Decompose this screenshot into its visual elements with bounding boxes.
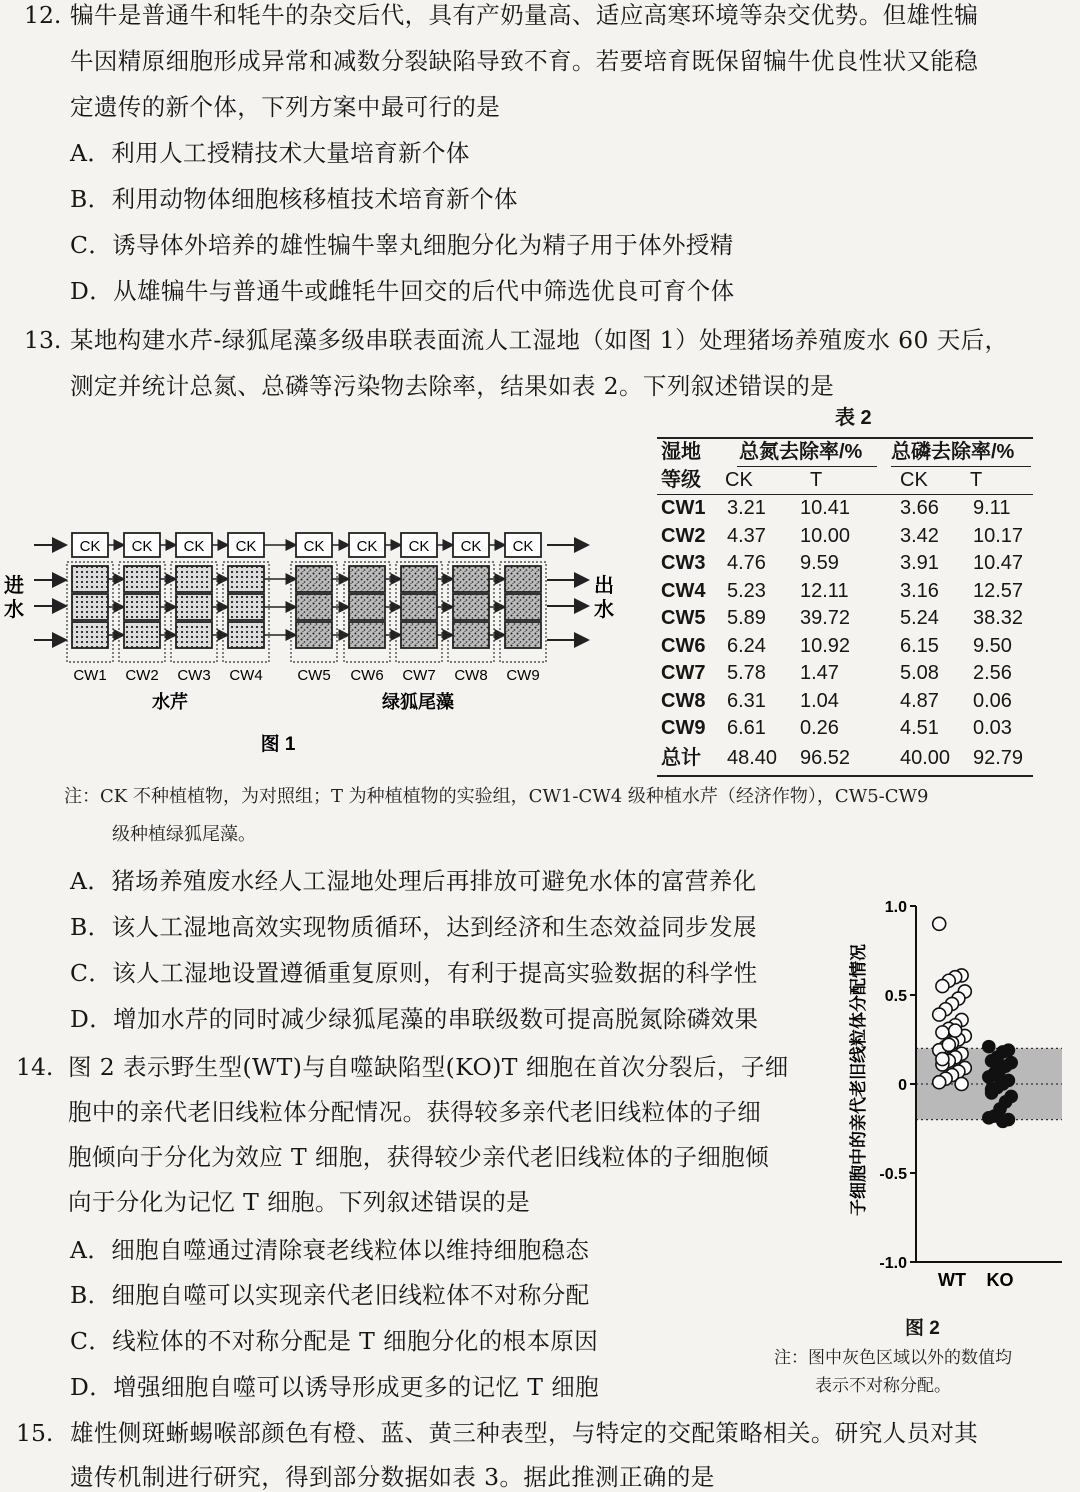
q14-option-a[interactable]: A．细胞自噬通过清除衰老线粒体以维持细胞稳态 [70,1236,590,1264]
q13-stem-line-1: 某地构建水芹-绿狐尾藻多级串联表面流人工湿地（如图 1）处理猪场养殖废水 60 天后， [70,326,1009,354]
chart-y-tick-label: 1.0 [884,899,907,916]
figure1-plant-box [453,622,489,648]
figure2-note-line-1: 注：图中灰色区域以外的数值均 [774,1348,1012,1368]
chart-point-ko [983,1112,995,1124]
q12-option-b[interactable]: B．利用动物体细胞核移植技术培育新个体 [70,185,518,213]
chart-y-tick-label: 0 [898,1077,907,1094]
q13-option-d[interactable]: D．增加水芹的同时减少绿狐尾藻的串联级数可提高脱氮除磷效果 [70,1005,759,1033]
table2-cell: 4.51 [900,717,939,739]
q12-stem-line-3: 定遗传的新个体，下列方案中最可行的是 [70,93,501,121]
figure1-plant-box [505,566,541,592]
table2-cell: 96.52 [800,746,851,769]
figure1-plant-box [505,622,541,648]
table2-cell: CW5 [661,607,706,629]
table2-cell: 3.42 [900,524,939,547]
table2-cell: 1.04 [800,689,839,712]
figure1-outlet-label-2: 水 [594,599,614,621]
table2-cell: 3.66 [900,497,939,519]
figure1-plant-box [228,622,264,648]
table2-cell: CW6 [661,634,706,657]
figure1-plant-box [296,566,332,592]
figure1-plant-box [176,622,212,648]
chart-y-tick-label: -0.5 [879,1166,907,1183]
figure1-caption: 图 1 [260,734,296,755]
q14-stem-line-2: 胞中的亲代老旧线粒体分配情况。获得较多亲代老旧线粒体的子细 [68,1098,762,1126]
table2-cell: 4.76 [727,552,766,574]
table2-cell: 9.59 [800,552,839,574]
q13-option-c[interactable]: C．该人工湿地设置遵循重复原则，有利于提高实验数据的科学性 [70,959,758,987]
figure1-stage-label: CW2 [125,667,159,684]
figure1-plant-box [124,622,160,648]
table2-cell: 48.40 [727,746,778,769]
figure1-plant-box [296,594,332,620]
table2-cell: 5.23 [727,579,766,602]
chart-point-wt [933,1008,946,1021]
q12-stem-line-2: 牛因精原细胞形成异常和减数分裂缺陷导致不育。若要培育既保留犏牛优良性状又能稳 [70,47,979,75]
figure2-chart [840,890,1070,1290]
table2 [655,405,1035,780]
table2-header-phosphorus: 总磷去除率/% [891,441,1015,463]
figure1-plant-box [401,566,437,592]
table2-cell: CW3 [661,552,706,574]
figure1-plant-box [72,594,108,620]
figure1-stage-label: CW9 [506,667,540,684]
chart-y-tick-label: -1.0 [879,1255,907,1272]
table2-header-t1: T [810,469,823,491]
q15-number: 15. [16,1419,54,1447]
table2-cell: 92.79 [973,746,1024,769]
table2-cell: 10.92 [800,634,851,657]
table2-title: 表 2 [835,407,872,429]
chart-point-wt [936,1053,949,1066]
table2-cell: 10.41 [800,497,851,519]
q14-option-c[interactable]: C．线粒体的不对称分配是 T 细胞分化的根本原因 [70,1327,599,1355]
q14-option-d[interactable]: D．增强细胞自噬可以诱导形成更多的记忆 T 细胞 [70,1373,600,1401]
chart-point-ko [986,1083,998,1095]
figure1-wetland-diagram [0,500,640,780]
figure1-plant-box [296,622,332,648]
figure1-group-label-shuiqin: 水芹 [152,692,188,712]
figure1-boxes [34,533,588,684]
q12-number: 12. [24,1,62,29]
figure1-ck-label: CK [235,538,257,555]
figure1-plant-box [349,594,385,620]
q13-option-a[interactable]: A．猪场养殖废水经人工湿地处理后再排放可避免水体的富营养化 [70,867,757,895]
figure1-stage-label: CW6 [350,667,384,684]
table2-cell: CW1 [661,497,706,519]
figure1-plant-box [176,594,212,620]
table2-cell: 12.11 [800,579,849,602]
figure1-stage-label: CW5 [297,667,331,684]
chart-point-wt [933,1076,946,1089]
q13-stem-line-2: 测定并统计总氮、总磷等污染物去除率，结果如表 2。下列叙述错误的是 [70,372,835,400]
q14-stem-line-4: 向于分化为记忆 T 细胞。下列叙述错误的是 [68,1188,531,1216]
figure1-stage-label: CW7 [402,667,436,684]
chart-point-ko [997,1115,1009,1127]
chart-point-ko [983,1041,995,1053]
figure1-plant-box [453,594,489,620]
table2-cell: 5.78 [727,662,766,684]
figure1-plant-box [401,622,437,648]
table2-header-wetland: 湿地 [661,441,701,463]
chart-point-wt [936,1026,949,1039]
figure1-plant-box [228,566,264,592]
figure1-ck-label: CK [512,538,534,555]
figure1-outlet-label-1: 出 [594,575,614,597]
q15-stem-line-2: 遗传机制进行研究，得到部分数据如表 3。据此推测正确的是 [70,1463,715,1491]
figure1-stage-label: CW1 [73,667,107,684]
table2-cell: 3.16 [900,579,939,602]
q13-number: 13. [24,326,62,354]
table2-cell: 3.91 [900,552,939,574]
figure1-ck-label: CK [356,538,378,555]
table2-cell: 38.32 [973,607,1024,629]
table2-subrule-n [737,466,877,467]
chart-y-tick-label: 0.5 [884,988,907,1005]
figure1-inlet-label-1: 进 [4,575,24,597]
table2-cell: 0.26 [800,717,839,739]
figure1-ck-label: CK [183,538,205,555]
figure1-plant-box [228,594,264,620]
table2-bottom-rule [657,775,1033,777]
figure1-stage-label: CW4 [229,667,263,684]
table2-cell: 10.47 [973,552,1024,574]
table2-cell: 4.37 [727,524,766,547]
table2-cell: 10.17 [973,524,1024,547]
table2-cell: 4.87 [900,689,939,712]
table2-cell: 9.11 [973,497,1011,519]
table2-cell: 40.00 [900,746,951,769]
table2-header-grade: 等级 [661,469,701,491]
table2-header-ck2: CK [900,469,928,491]
figure1-plant-box [72,566,108,592]
q13-note-line-1: 注：CK 不种植植物，为对照组；T 为种植植物的实验组，CW1-CW4 级种植水芹（经济作物），CW5-CW9 [64,786,929,807]
chart-point-wt [955,1078,968,1091]
table2-cell: 5.89 [727,607,766,629]
chart-point-wt [942,1038,955,1051]
table2-cell: CW9 [661,717,706,739]
figure1-plant-box [401,594,437,620]
table2-cell: CW7 [661,662,706,684]
table2-cell: 10.00 [800,524,851,547]
q14-option-b[interactable]: B．细胞自噬可以实现亲代老旧线粒体不对称分配 [70,1281,590,1309]
figure1-plant-box [176,566,212,592]
table2-cell: 39.72 [800,607,851,629]
figure2-caption: 图 2 [905,1318,940,1339]
table2-header-ck1: CK [725,469,753,491]
table2-cell: 5.08 [900,662,939,684]
table2-cell: 12.57 [973,579,1024,602]
table2-cell: CW8 [661,689,706,712]
figure1-inlet-label-2: 水 [4,599,24,621]
figure1-ck-label: CK [131,538,153,555]
figure1-stage-label: CW8 [454,667,488,684]
q12-option-d[interactable]: D．从雄犏牛与普通牛或雌牦牛回交的后代中筛选优良可育个体 [70,277,735,305]
table2-cell: 6.15 [900,634,939,657]
table2-cell: 0.06 [973,689,1012,712]
chart-y-axis-label: 子细胞中的亲代老旧线粒体分配情况 [849,944,868,1216]
chart-point-wt [933,917,946,930]
q14-stem-line-3: 胞倾向于分化为效应 T 细胞，获得较少亲代老旧线粒体的子细胞倾 [68,1143,770,1171]
table2-cell: 总计 [661,746,701,769]
q14-stem-line-1: 图 2 表示野生型(WT)与自噬缺陷型(KO)T 细胞在首次分裂后，子细 [68,1053,789,1081]
table2-cell: 9.50 [973,634,1012,657]
q12-option-a[interactable]: A．利用人工授精技术大量培育新个体 [70,139,470,167]
table2-cell: 5.24 [900,607,939,629]
table2-cell: CW4 [661,579,706,602]
chart-point-ko [991,1069,1003,1081]
table2-cell: CW2 [661,524,706,547]
table2-cell: 0.03 [973,717,1012,739]
chart-point-wt [936,980,949,993]
figure1-ck-label: CK [79,538,101,555]
figure1-stage-label: CW3 [177,667,211,684]
table2-cell: 6.31 [727,689,766,712]
table2-cell: 6.24 [727,634,766,657]
q14-number: 14. [16,1053,54,1081]
figure1-plant-box [505,594,541,620]
figure2-note-line-2: 表示不对称分配。 [815,1376,951,1396]
chart-x-tick-label: KO [986,1270,1014,1290]
chart-x-tick-label: WT [938,1270,966,1290]
q13-option-b[interactable]: B．该人工湿地高效实现物质循环，达到经济和生态效益同步发展 [70,913,757,941]
figure1-plant-box [453,566,489,592]
q12-option-c[interactable]: C．诱导体外培养的雄性犏牛睾丸细胞分化为精子用于体外授精 [70,231,734,259]
table2-cell: 2.56 [973,662,1012,684]
figure1-plant-box [72,622,108,648]
table2-cell: 1.47 [800,662,839,684]
figure1-ck-label: CK [303,538,325,555]
q12-stem-line-1: 犏牛是普通牛和牦牛的杂交后代，具有产奶量高、适应高寒环境等杂交优势。但雄性犏 [70,1,979,29]
table2-cell: 6.61 [727,717,766,739]
figure1-plant-box [124,594,160,620]
figure1-ck-label: CK [460,538,482,555]
table2-header-nitrogen: 总氮去除率/% [739,441,863,463]
figure1-plant-box [349,622,385,648]
figure1-plant-box [349,566,385,592]
figure1-group-label-lvhuweizao: 绿狐尾藻 [382,692,454,712]
table2-cell: 3.21 [727,497,766,519]
table2-header-t2: T [970,469,983,491]
q13-note-line-2: 级种植绿狐尾藻。 [112,824,256,845]
figure1-ck-label: CK [408,538,430,555]
chart-point-wt [949,1024,962,1037]
figure1-plant-box [124,566,160,592]
q15-stem-line-1: 雄性侧斑蜥蜴喉部颜色有橙、蓝、黄三种表型，与特定的交配策略相关。研究人员对其 [70,1419,979,1447]
